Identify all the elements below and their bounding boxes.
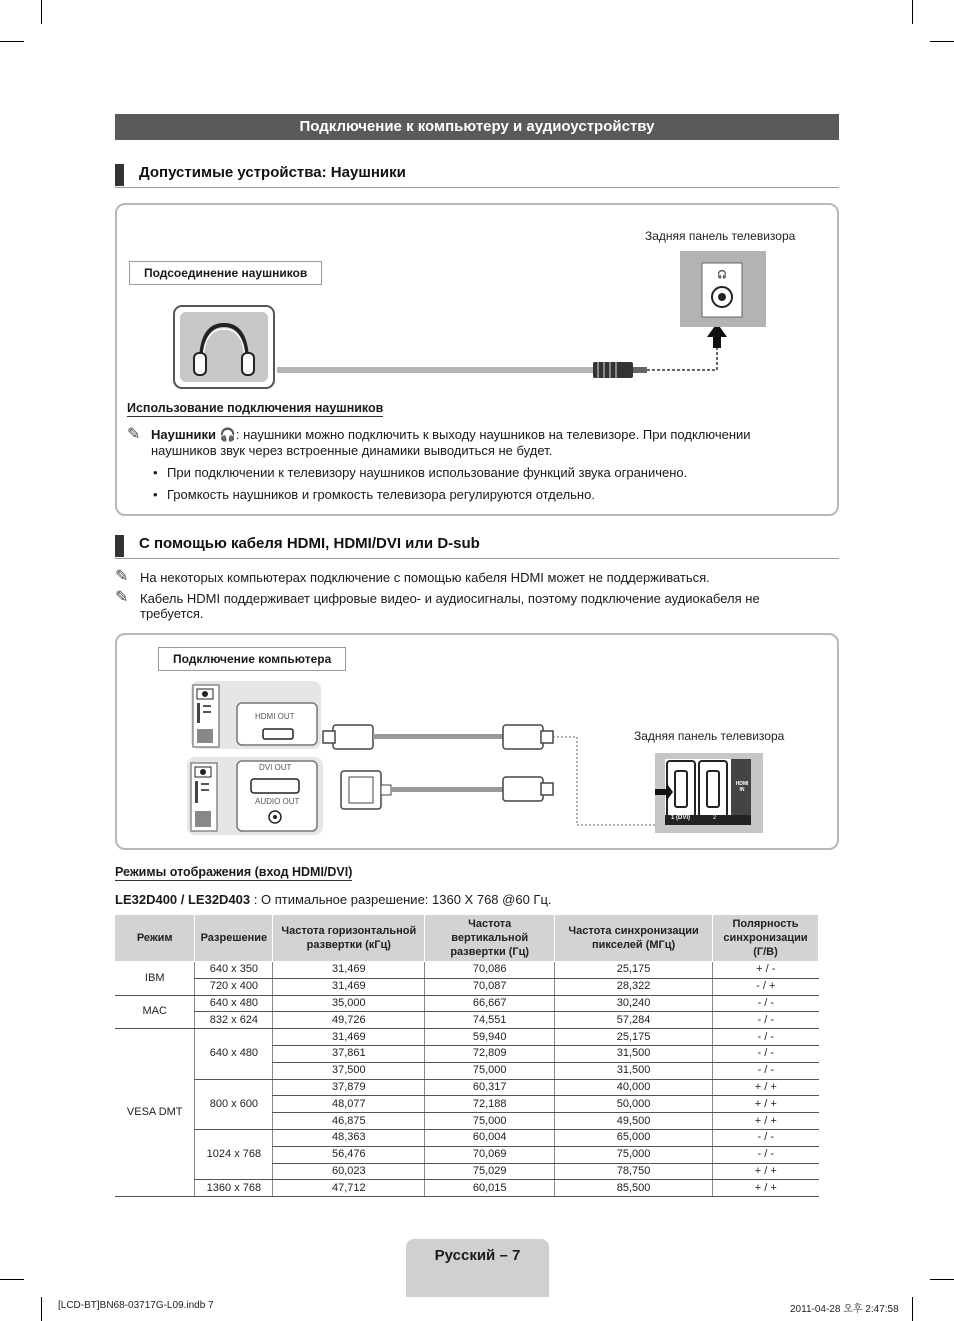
crop-mark: [930, 1279, 954, 1280]
pixel-cell: 25,175: [555, 962, 713, 979]
table-row: [115, 978, 819, 995]
polarity-cell: - / -: [713, 1129, 819, 1146]
pixel-cell: 57,284: [555, 1012, 713, 1029]
note-text-1: : наушники можно подключить к выходу наушников на телевизоре. При подключении: [235, 427, 751, 442]
res-cell: 1360 x 768: [195, 1180, 273, 1197]
section-divider: [115, 558, 839, 559]
computer-panel: [115, 633, 839, 850]
vfreq-cell: 70,069: [425, 1146, 555, 1163]
header-vfreq: Частота вертикальной развертки (Гц): [425, 915, 555, 962]
hdmi-note-1: На некоторых компьютерах подключение с помощью кабеля HDMI может не поддерживаться.: [140, 570, 710, 585]
note-icon: ✎: [127, 426, 141, 443]
pc-dvi-icon: [187, 757, 323, 835]
vfreq-cell: 60,004: [425, 1129, 555, 1146]
port-2-label: 2: [713, 815, 717, 821]
res-cell: 800 x 600: [195, 1079, 273, 1129]
bullet-icon: •: [153, 465, 158, 480]
vfreq-cell: 59,940: [425, 1029, 555, 1046]
audio-out-label: AUDIO OUT: [255, 797, 300, 806]
res-cell: 640 x 480: [195, 1029, 273, 1079]
table-row: [115, 1079, 819, 1096]
model-names: LE32D400 / LE32D403: [115, 892, 251, 907]
vfreq-cell: 70,086: [425, 962, 555, 979]
pixel-cell: 28,322: [555, 978, 713, 995]
hfreq-cell: 37,500: [273, 1062, 425, 1079]
res-cell: 640 x 480: [195, 995, 273, 1012]
mode-cell: MAC: [115, 995, 195, 1029]
pixel-cell: 78,750: [555, 1163, 713, 1180]
section-headphones-title: Допустимые устройства: Наушники: [139, 164, 406, 181]
polarity-cell: + / +: [713, 1096, 819, 1113]
polarity-cell: + / +: [713, 1163, 819, 1180]
tv-back-label-2: Задняя панель телевизора: [634, 729, 785, 743]
optimal-text: : О птимальное разрешение: 1360 X 768 @60 Гц.: [250, 892, 552, 907]
headphones-connect-label: Подсоединение наушников: [129, 261, 322, 285]
hdmi-note-2-line2: требуется.: [140, 606, 204, 621]
crop-mark: [912, 1297, 913, 1321]
crop-mark: [41, 1297, 42, 1321]
header-hfreq: Частота горизонтальной развертки (кГц): [273, 915, 425, 962]
mode-cell: IBM: [115, 962, 195, 996]
pixel-cell: 85,500: [555, 1180, 713, 1197]
hfreq-cell: 31,469: [273, 978, 425, 995]
pixel-cell: 31,500: [555, 1062, 713, 1079]
hfreq-cell: 31,469: [273, 962, 425, 979]
crop-mark: [0, 1279, 24, 1280]
table-row: [115, 995, 819, 1012]
crop-mark: [41, 0, 42, 24]
headphones-panel: [115, 203, 839, 516]
svg-text:🎧: 🎧: [717, 270, 727, 279]
pixel-cell: 30,240: [555, 995, 713, 1012]
bullet-item: При подключении к телевизору наушников использование функций звука ограничено.: [167, 465, 688, 480]
crop-mark: [930, 41, 954, 42]
headphones-note: [151, 427, 831, 459]
vfreq-cell: 60,015: [425, 1180, 555, 1197]
section-marker: [115, 535, 124, 557]
computer-connect-label: Подключение компьютера: [158, 647, 346, 671]
hfreq-cell: 48,077: [273, 1096, 425, 1113]
port-1-label: 1 (DVI): [671, 815, 691, 821]
table-row: [115, 1029, 819, 1046]
section-marker: [115, 164, 124, 186]
vfreq-cell: 75,029: [425, 1163, 555, 1180]
vfreq-cell: 75,000: [425, 1062, 555, 1079]
modes-table: [115, 914, 819, 1197]
note-icon: ✎: [115, 568, 129, 585]
hfreq-cell: 37,879: [273, 1079, 425, 1096]
bullet-item: Громкость наушников и громкость телевизора регулируются отдельно.: [167, 487, 595, 502]
polarity-cell: - / +: [713, 978, 819, 995]
vfreq-cell: 66,667: [425, 995, 555, 1012]
polarity-cell: + / +: [713, 1180, 819, 1197]
vfreq-cell: 72,188: [425, 1096, 555, 1113]
table-row: [115, 1012, 819, 1029]
polarity-cell: - / -: [713, 1045, 819, 1062]
modes-heading: Режимы отображения (вход HDMI/DVI): [115, 865, 353, 879]
hdmi-in-label: HDMI IN: [735, 781, 749, 793]
section-hdmi-title: С помощью кабеля HDMI, HDMI/DVI или D-sub: [139, 535, 480, 552]
polarity-cell: - / -: [713, 1146, 819, 1163]
vfreq-cell: 60,317: [425, 1079, 555, 1096]
dvi-out-label: DVI OUT: [259, 763, 292, 772]
table-row: [115, 1180, 819, 1197]
header-pixel: Частота синхронизации пикселей (МГц): [555, 915, 713, 962]
polarity-cell: - / -: [713, 995, 819, 1012]
hfreq-cell: 48,363: [273, 1129, 425, 1146]
hfreq-cell: 56,476: [273, 1146, 425, 1163]
res-cell: 832 x 624: [195, 1012, 273, 1029]
tv-hdmi-panel-icon: [655, 753, 763, 833]
file-info: [LCD-BT]BN68-03717G-L09.indb 7: [58, 1300, 214, 1311]
headphone-symbol-icon: 🎧: [219, 427, 236, 442]
polarity-cell: - / -: [713, 1062, 819, 1079]
hdmi-cables-icon: [321, 701, 661, 837]
section-divider: [115, 187, 839, 188]
res-cell: 720 x 400: [195, 978, 273, 995]
vfreq-cell: 70,087: [425, 978, 555, 995]
pixel-cell: 49,500: [555, 1113, 713, 1130]
hfreq-cell: 46,875: [273, 1113, 425, 1130]
note-text-2: наушников звук через встроенные динамики выводиться не будет.: [151, 443, 553, 458]
table-row: [115, 962, 819, 979]
polarity-cell: - / -: [713, 1029, 819, 1046]
mode-cell: VESA DMT: [115, 1029, 195, 1197]
vfreq-cell: 74,551: [425, 1012, 555, 1029]
hfreq-cell: 47,712: [273, 1180, 425, 1197]
note-icon: ✎: [115, 589, 129, 606]
pixel-cell: 31,500: [555, 1045, 713, 1062]
page-number-tab: Русский – 7: [406, 1239, 549, 1297]
date-info: 2011-04-28 오후 2:47:58: [790, 1304, 899, 1315]
crop-mark: [912, 0, 913, 24]
polarity-cell: - / -: [713, 1012, 819, 1029]
pixel-cell: 25,175: [555, 1029, 713, 1046]
hdmi-out-label: HDMI OUT: [255, 712, 295, 721]
pixel-cell: 40,000: [555, 1079, 713, 1096]
optimal-resolution: [115, 892, 552, 908]
res-cell: 1024 x 768: [195, 1129, 273, 1179]
vfreq-cell: 75,000: [425, 1113, 555, 1130]
hfreq-cell: 37,861: [273, 1045, 425, 1062]
hfreq-cell: 60,023: [273, 1163, 425, 1180]
polarity-cell: + / +: [713, 1113, 819, 1130]
pixel-cell: 50,000: [555, 1096, 713, 1113]
hfreq-cell: 35,000: [273, 995, 425, 1012]
hfreq-cell: 49,726: [273, 1012, 425, 1029]
header-resolution: Разрешение: [195, 915, 273, 962]
res-cell: 640 x 350: [195, 962, 273, 979]
usage-heading: Использование подключения наушников: [127, 401, 384, 415]
crop-mark: [0, 41, 24, 42]
note-bold: Наушники: [151, 427, 217, 442]
table-row: [115, 1129, 819, 1146]
hfreq-cell: 31,469: [273, 1029, 425, 1046]
hdmi-note-2-line1: Кабель HDMI поддерживает цифровые видео- и аудиосигналы, поэтому подключение аудиокабеля не: [140, 591, 760, 606]
polarity-cell: + / +: [713, 1079, 819, 1096]
pixel-cell: 65,000: [555, 1129, 713, 1146]
tv-headphone-jack-icon: [680, 251, 766, 327]
main-title: Подключение к компьютеру и аудиоустройству: [115, 114, 839, 140]
headphones-icon: [173, 305, 275, 389]
polarity-cell: + / -: [713, 962, 819, 979]
header-polarity: Полярность синхронизации (Г/В): [713, 915, 819, 962]
header-mode: Режим: [115, 915, 195, 962]
tv-back-label: Задняя панель телевизора: [645, 229, 796, 243]
vfreq-cell: 72,809: [425, 1045, 555, 1062]
pixel-cell: 75,000: [555, 1146, 713, 1163]
bullet-icon: •: [153, 487, 158, 502]
